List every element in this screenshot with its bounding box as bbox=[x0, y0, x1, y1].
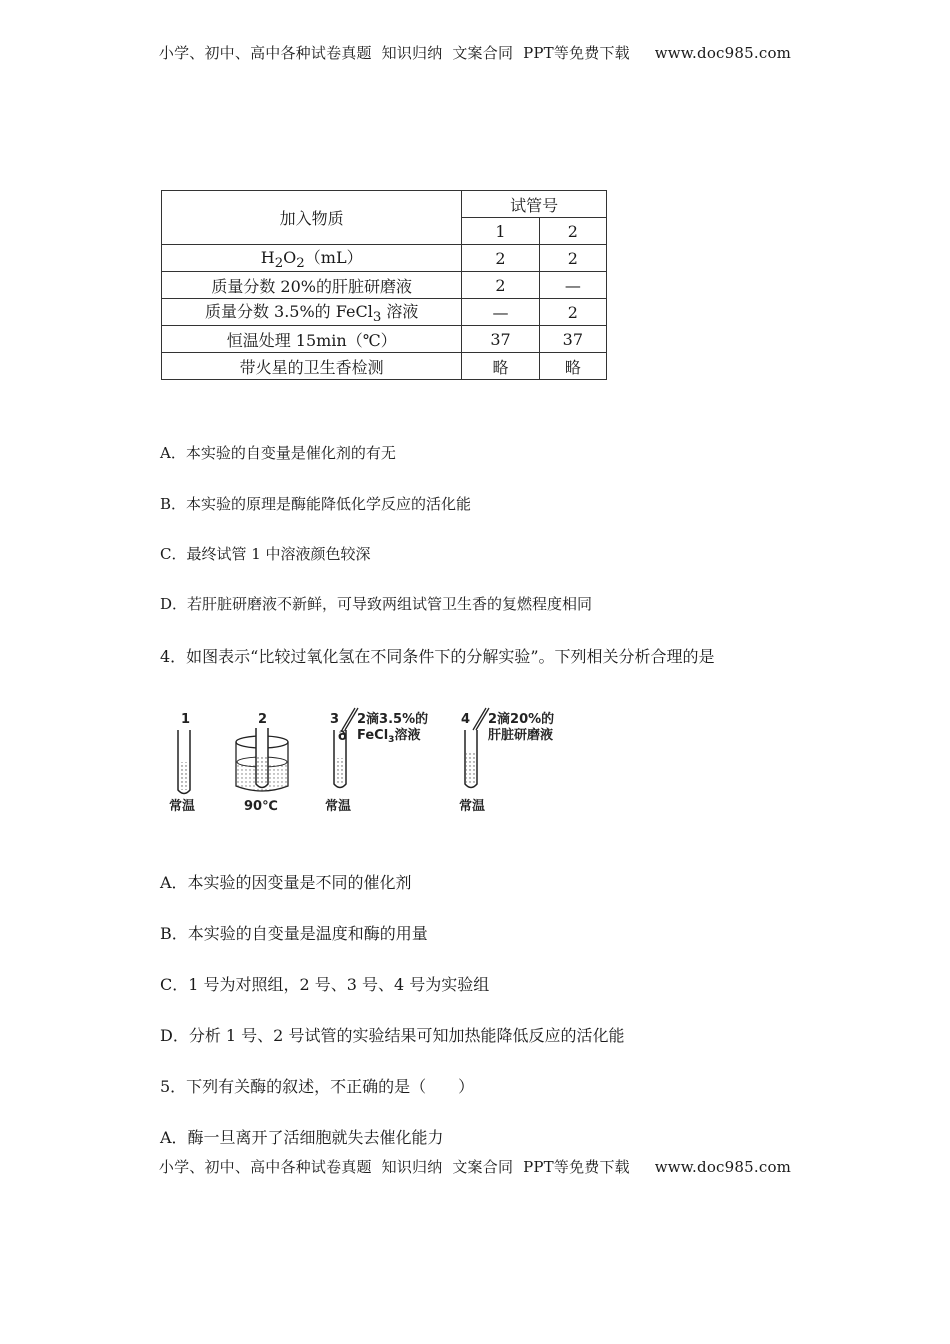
q5-stem: 5．下列有关酶的叙述，不正确的是（ ） bbox=[160, 1077, 475, 1096]
table-cell: 2 bbox=[539, 245, 606, 272]
test-tube-1 bbox=[169, 712, 195, 814]
experiment-table bbox=[161, 190, 607, 380]
tube-number-1: 1 bbox=[181, 712, 191, 727]
table-cell: 37 bbox=[539, 326, 606, 353]
q4-option-d: D．分析 1 号、2 号试管的实验结果可知加热能降低反应的活化能 bbox=[160, 1026, 625, 1045]
table-cell: 37 bbox=[462, 326, 539, 353]
q3-option-c: C．最终试管 1 中溶液颜色较深 bbox=[160, 545, 371, 563]
tube-3-label-line2: FeCl$_3$溶液 bbox=[357, 728, 421, 745]
page-footer: 小学、初中、高中各种试卷真题 知识归纳 文案合同 PPT等免费下载 www.doc985.com bbox=[158, 1158, 792, 1176]
q4-stem: 4．如图表示“比较过氧化氢在不同条件下的分解实验”。下列相关分析合理的是 bbox=[160, 647, 715, 666]
table-row bbox=[162, 326, 607, 353]
table-cell-label: $H_2O_2(mL)$ bbox=[162, 245, 462, 272]
test-tube-figure bbox=[160, 704, 600, 824]
q3-option-d: D．若肝脏研磨液不新鲜，可导致两组试管卫生香的复燃程度相同 bbox=[160, 595, 593, 613]
tube-caption-3: 常温 bbox=[325, 799, 352, 814]
tube-number-3: 3 bbox=[330, 712, 340, 727]
q4-option-a: A．本实验的因变量是不同的催化剂 bbox=[160, 873, 412, 892]
table-cell: 2 bbox=[462, 272, 539, 299]
q4-option-b: B．本实验的自变量是温度和酶的用量 bbox=[160, 924, 428, 943]
table-header-tube-1: 1 bbox=[462, 218, 539, 245]
table-cell-label: 质量分数 20%的肝脏研磨液 bbox=[162, 272, 462, 299]
tube-caption-1: 常温 bbox=[169, 799, 196, 814]
table-cell: — bbox=[462, 299, 539, 326]
table-cell: — bbox=[539, 272, 606, 299]
table-row bbox=[162, 245, 607, 272]
tube-3-label-line1: 2滴3.5%的 bbox=[357, 712, 429, 727]
tube-4-label-line2: 肝脏研磨液 bbox=[488, 728, 554, 743]
table-header-tube-2: 2 bbox=[539, 218, 606, 245]
tube-number-4: 4 bbox=[461, 712, 471, 727]
table-row bbox=[162, 272, 607, 299]
q3-option-a: A．本实验的自变量是催化剂的有无 bbox=[160, 444, 396, 462]
table-cell-label: 恒温处理 15min（℃） bbox=[162, 326, 462, 353]
tube-caption-4: 常温 bbox=[459, 799, 486, 814]
test-tube-2-in-beaker bbox=[236, 712, 288, 814]
q5-option-a: A．酶一旦离开了活细胞就失去催化能力 bbox=[160, 1128, 444, 1147]
table-cell: 2 bbox=[539, 299, 606, 326]
table-cell: 略 bbox=[539, 353, 606, 380]
table-header-tube: 试管号 bbox=[462, 191, 607, 218]
page-header: 小学、初中、高中各种试卷真题 知识归纳 文案合同 PPT等免费下载 www.doc985.com bbox=[158, 44, 792, 62]
q4-option-c: C．1 号为对照组，2 号、3 号、4 号为实验组 bbox=[160, 975, 490, 994]
table-header-substance: 加入物质 bbox=[162, 191, 462, 245]
svg-text:ð: ð bbox=[338, 729, 347, 744]
tube-4-label-line1: 2滴20%的 bbox=[488, 712, 555, 727]
table-cell-label: 质量分数 3.5%的 FeCl$_3$ 溶液 bbox=[162, 299, 462, 326]
table-cell: 略 bbox=[462, 353, 539, 380]
table-cell: 2 bbox=[462, 245, 539, 272]
tube-caption-2: 90℃ bbox=[244, 799, 278, 814]
table-row bbox=[162, 353, 607, 380]
test-tube-3 bbox=[325, 708, 428, 814]
test-tube-4 bbox=[459, 708, 554, 814]
tube-number-2: 2 bbox=[258, 712, 268, 727]
table-row bbox=[162, 299, 607, 326]
q3-option-b: B．本实验的原理是酶能降低化学反应的活化能 bbox=[160, 495, 472, 513]
table-cell-label: 带火星的卫生香检测 bbox=[162, 353, 462, 380]
